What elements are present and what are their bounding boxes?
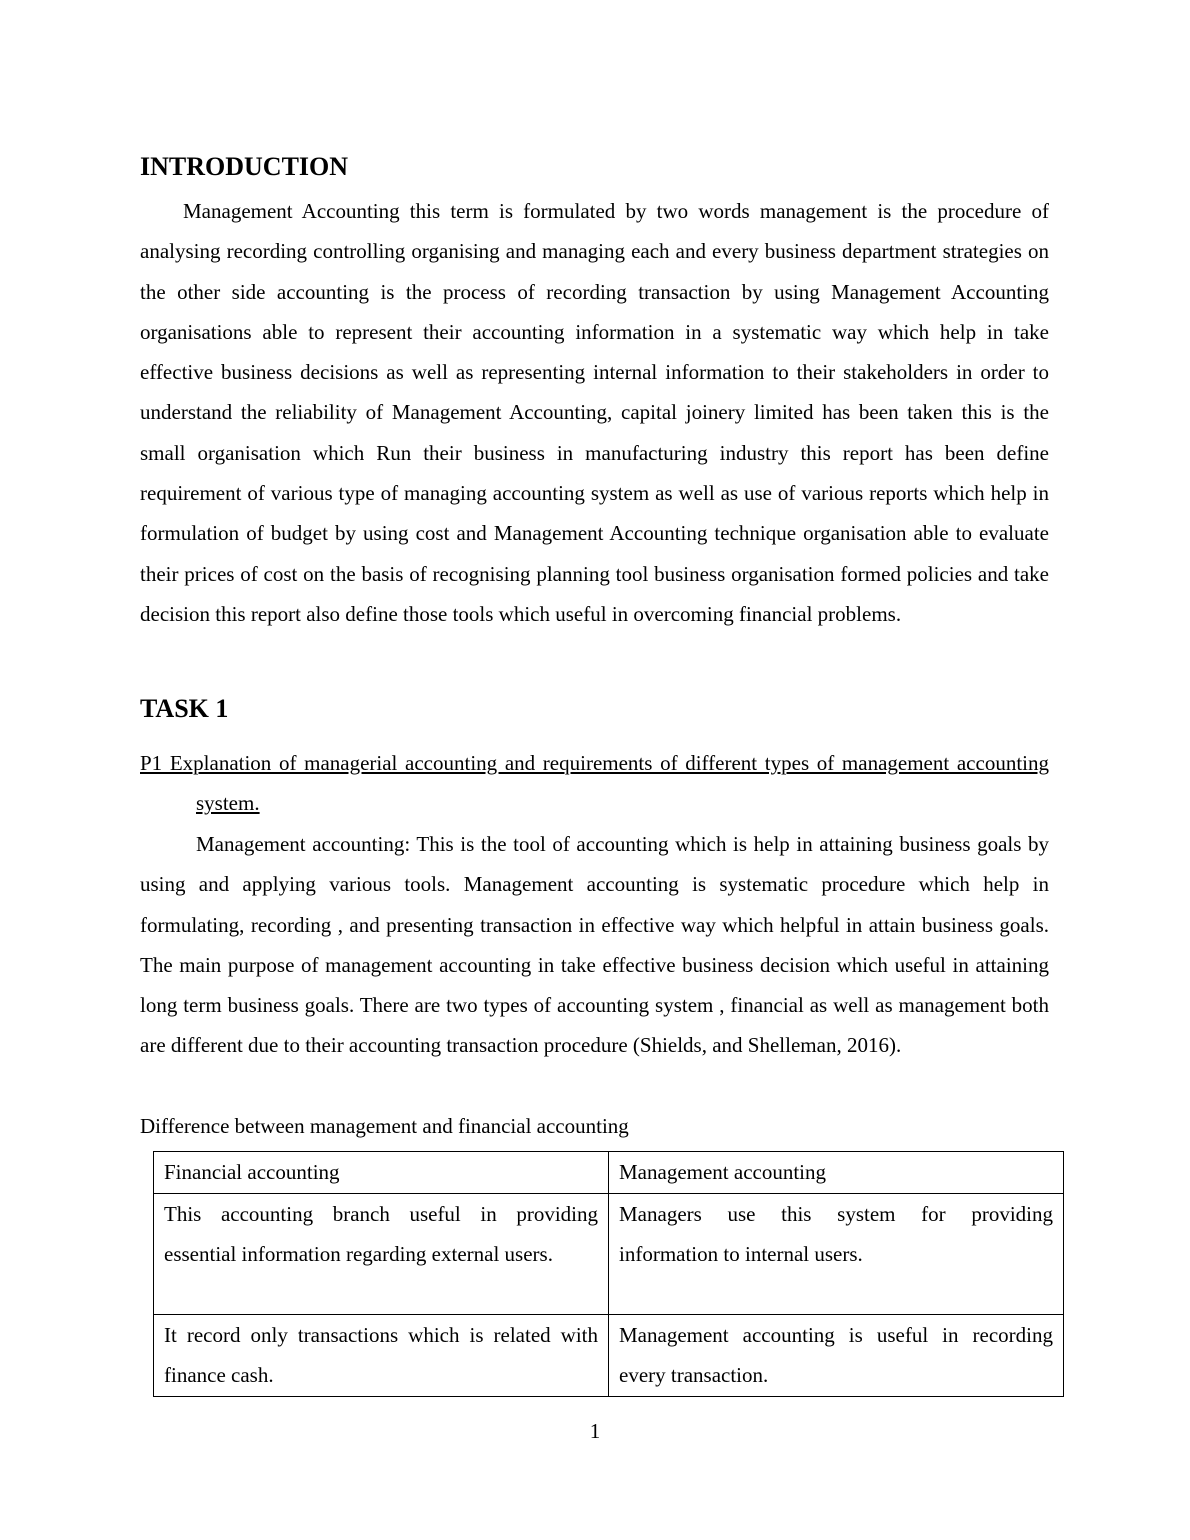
introduction-heading: INTRODUCTION — [140, 152, 349, 181]
page-number: 1 — [589, 1419, 601, 1443]
table-cell: Management accounting is useful in recording every transaction. — [609, 1315, 1064, 1397]
p1-subheading: P1 Explanation of managerial accounting and requirements of different types of management accounting system. — [140, 751, 1049, 816]
difference-table — [153, 1151, 1064, 1397]
table-row — [154, 1194, 1064, 1315]
introduction-paragraph: Management Accounting this term is formulated by two words management is the procedure of analysing recording controlling organising and managing each and every business department strategies on the other side accounting is the process of recording transaction by using Management Accounting organisations able to represent their accounting information in a systematic way which help in take effective business decisions as well as representing internal information to their stakeholders in order to understand the reliability of Management Accounting, capital joinery limited has been taken this is the small organisation which Run their business in manufacturing industry this report has been define requirement of various type of managing accounting system as well as use of various reports which help in formulation of budget by using cost and Management Accounting technique organisation able to evaluate their prices of cost on the basis of recognising planning tool business organisation formed policies and take decision this report also define those tools which useful in overcoming financial problems. — [140, 199, 1049, 626]
table-caption: Difference between management and financial accounting — [140, 1114, 629, 1138]
management-accounting-paragraph: Management accounting: This is the tool of accounting which is help in attaining business goals by using and applying various tools. Management accounting is systematic procedure which help in formulating, recording , and presenting transaction in effective way which helpful in attain business goals. The main purpose of management accounting in take effective business decision which useful in attaining long term business goals. There are two types of accounting system , financial as well as management both are different due to their accounting transaction procedure (Shields, and Shelleman, 2016). — [140, 832, 1049, 1058]
table-header-cell: Management accounting — [609, 1152, 1064, 1194]
task1-heading: TASK 1 — [140, 694, 229, 723]
table-cell: This accounting branch useful in providing essential information regarding external users. — [154, 1194, 609, 1315]
table-header-row — [154, 1152, 1064, 1194]
table-row — [154, 1315, 1064, 1397]
table-cell: It record only transactions which is related with finance cash. — [154, 1315, 609, 1397]
table-cell: Managers use this system for providing information to internal users. — [609, 1194, 1064, 1315]
table-header-cell: Financial accounting — [154, 1152, 609, 1194]
